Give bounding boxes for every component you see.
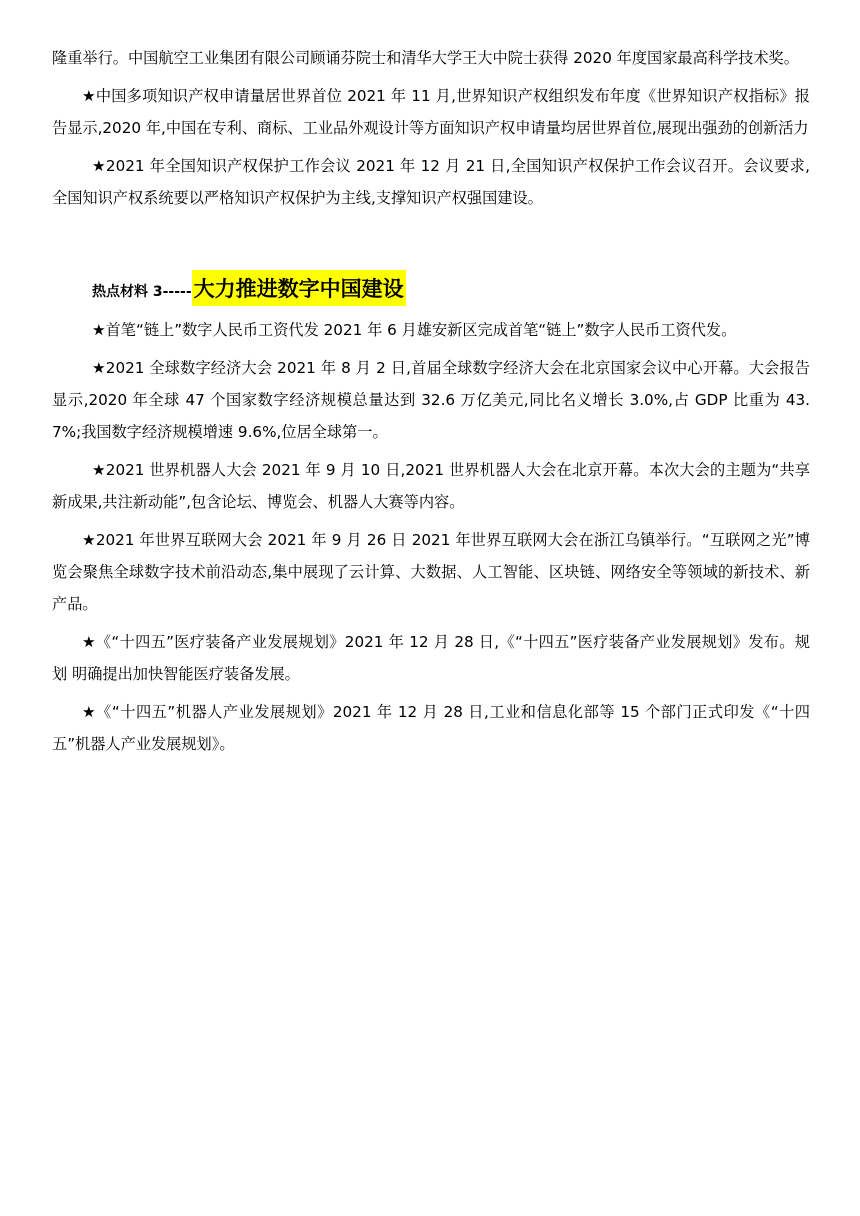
section-heading	[52, 266, 810, 306]
paragraph-ip-protection-meeting: ★2021 年全国知识产权保护工作会议 2021 年 12 月 21 日,全国知识产权保护工作会议召开。会议要求,全国知识产权系统要以严格知识产权保护为主线,支撑知识产权强国建设。	[52, 157, 810, 207]
paragraph-internet-conference: ★2021 年世界互联网大会 2021 年 9 月 26 日 2021 年世界互联网大会在浙江乌镇举行。“互联网之光”博览会聚焦全球数字技术前沿动态,集中展现了云计算、大数据、人工智能、区块链、网络安全等领域的新技术、新产品。	[52, 531, 810, 613]
paragraph-robot-industry-plan: ★《“十四五”机器人产业发展规划》2021 年 12 月 28 日,工业和信息化部等 15 个部门正式印发《“十四五”机器人产业发展规划》。	[52, 703, 810, 753]
paragraph-continuation: 隆重举行。中国航空工业集团有限公司顾诵芬院士和清华大学王大中院士获得 2020 年度国家最高科学技术奖。	[52, 49, 799, 67]
document-page	[52, 42, 810, 766]
section-title-highlighted: 大力推进数字中国建设	[192, 270, 406, 306]
paragraph-ip-applications: ★中国多项知识产权申请量居世界首位 2021 年 11 月,世界知识产权组织发布年度《世界知识产权指标》报告显示,2020 年,中国在专利、商标、工业品外观设计等方面知识产权申请量均居世界首位,展现出强劲的创新活力	[52, 87, 810, 137]
paragraph-digital-rmb-payroll: ★首笔“链上”数字人民币工资代发 2021 年 6 月雄安新区完成首笔“链上”数字人民币工资代发。	[92, 321, 737, 339]
section-label: 热点材料 3-----	[92, 284, 192, 300]
paragraph-digital-economy-conference: ★2021 全球数字经济大会 2021 年 8 月 2 日,首届全球数字经济大会在北京国家会议中心开幕。大会报告显示,2020 年全球 47 个国家数字经济规模总量达到 32.6 万亿美元,同比名义增长 3.0%,占 GDP 比重为 43.7%;我国数字经济规模增速 9.6%,位居全球第一。	[52, 359, 810, 441]
paragraph-robot-conference: ★2021 世界机器人大会 2021 年 9 月 10 日,2021 世界机器人大会在北京开幕。本次大会的主题为“共享新成果,共注新动能”,包含论坛、博览会、机器人大赛等内容。	[52, 461, 810, 511]
paragraph-medical-equipment-plan: ★《“十四五”医疗装备产业发展规划》2021 年 12 月 28 日,《“十四五”医疗装备产业发展规划》发布。规划 明确提出加快智能医疗装备发展。	[52, 633, 810, 683]
